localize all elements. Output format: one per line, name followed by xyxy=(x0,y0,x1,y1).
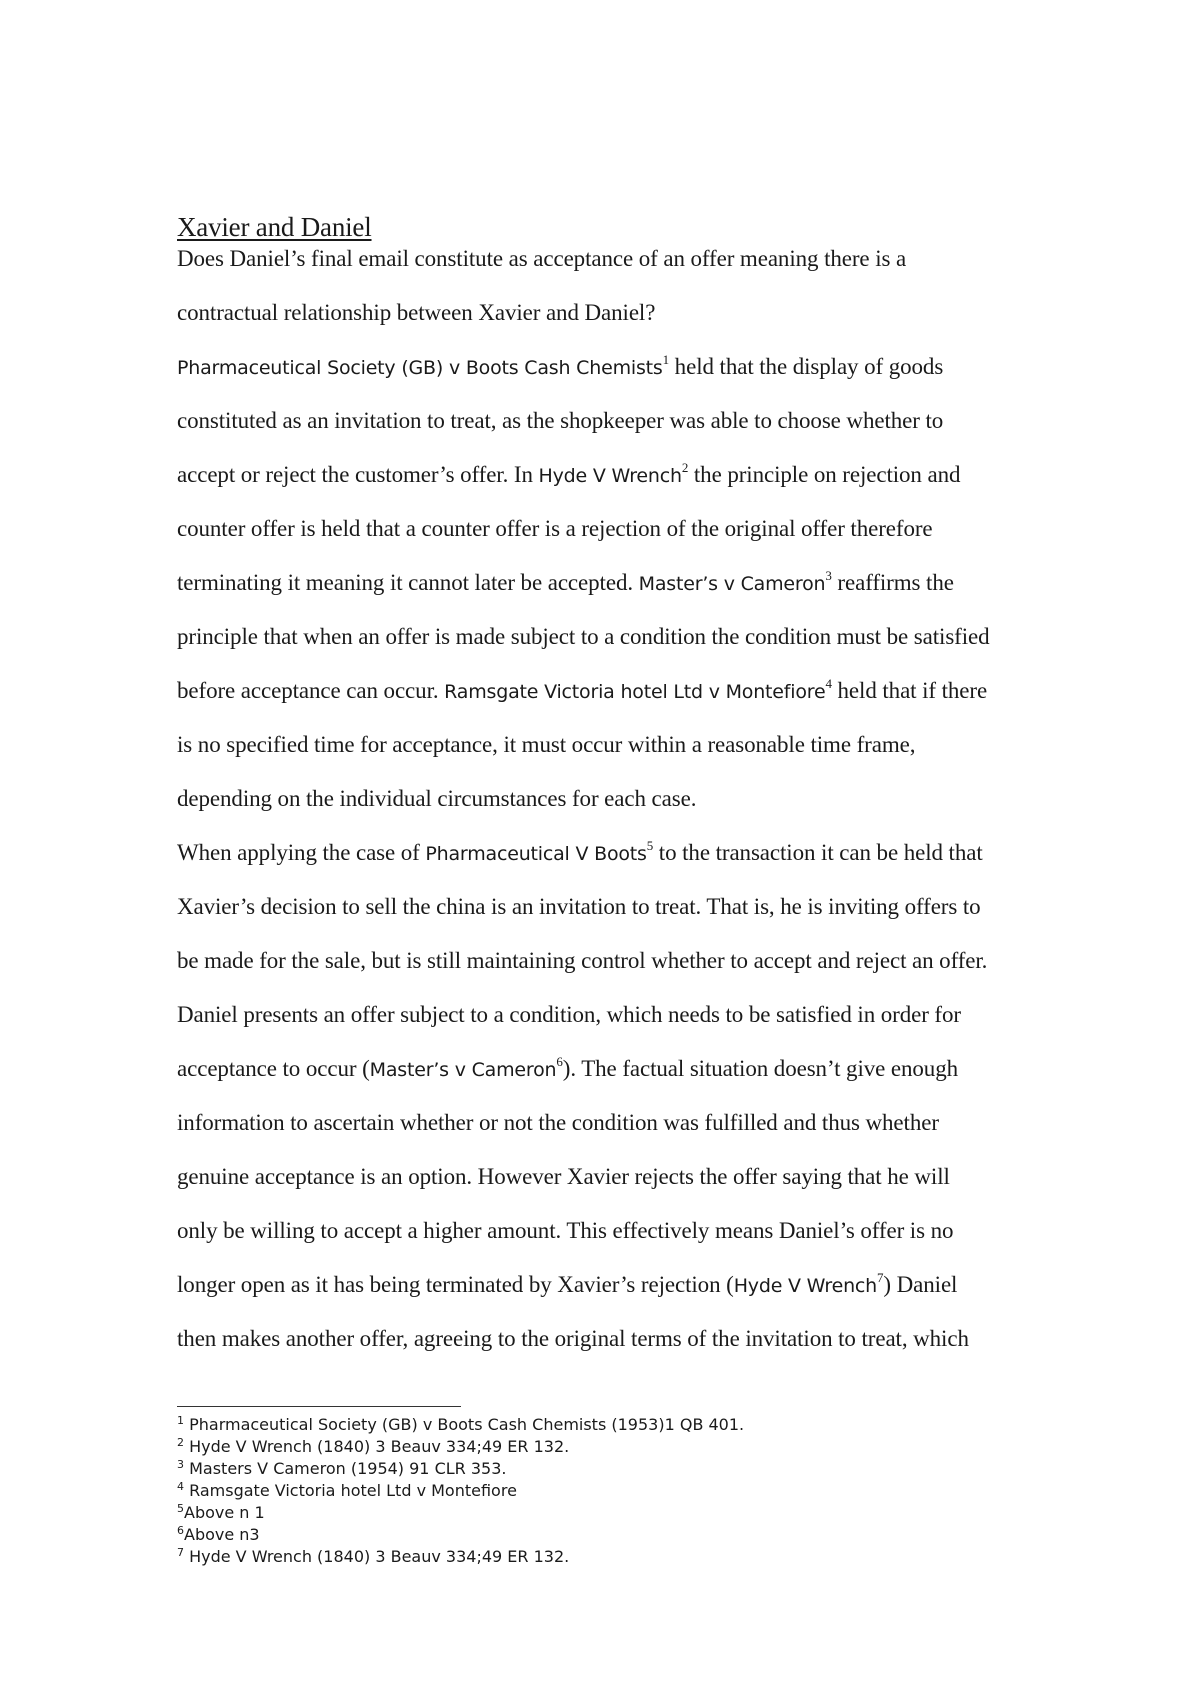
document-title: Xavier and Daniel xyxy=(177,212,372,242)
footnote-number: 7 xyxy=(177,1546,184,1559)
footnote-number: 4 xyxy=(177,1480,184,1493)
body-text: acceptance to occur ( xyxy=(177,1056,370,1081)
body-line: only be willing to accept a higher amount. This effectively means Daniel’s offer is no xyxy=(177,1218,954,1243)
body-text: reaffirms the xyxy=(831,570,954,595)
footnote xyxy=(177,1415,744,1434)
body-text: accept or reject the customer’s offer. In xyxy=(177,462,539,487)
footnote-text: Above n3 xyxy=(184,1525,260,1544)
body-text: longer open as it has being terminated by Xavier’s rejection ( xyxy=(177,1272,734,1297)
footnote-text: Hyde V Wrench (1840) 3 Beauv 334;49 ER 132. xyxy=(189,1547,570,1566)
body-line xyxy=(177,570,954,596)
footnote-number: 6 xyxy=(177,1524,184,1537)
case-citation: Pharmaceutical V Boots xyxy=(425,843,647,865)
body-text: ). The factual situation doesn’t give enough xyxy=(562,1056,959,1081)
footnote-text: Pharmaceutical Society (GB) v Boots Cash Chemists (1953)1 QB 401. xyxy=(189,1415,745,1434)
footnote-number: 3 xyxy=(177,1458,184,1471)
footnote xyxy=(177,1547,569,1566)
footnote xyxy=(177,1503,265,1522)
body-line: Does Daniel’s final email constitute as acceptance of an offer meaning there is a xyxy=(177,246,907,271)
footnote-text: Above n 1 xyxy=(184,1503,265,1522)
body-line xyxy=(177,354,943,380)
footnote xyxy=(177,1481,517,1500)
case-citation: Hyde V Wrench xyxy=(538,465,682,487)
footnote-number: 5 xyxy=(177,1502,184,1515)
body-line xyxy=(177,1272,957,1298)
body-text: the principle on rejection and xyxy=(688,462,961,487)
footnote-text: Ramsgate Victoria hotel Ltd v Montefiore xyxy=(189,1481,517,1500)
footnote-separator xyxy=(177,1406,461,1407)
footnote xyxy=(177,1525,260,1544)
body-line xyxy=(177,678,987,704)
footnote-number: 1 xyxy=(177,1414,184,1427)
case-citation: Master’s v Cameron xyxy=(638,573,826,595)
body-line: genuine acceptance is an option. However Xavier rejects the offer saying that he will xyxy=(177,1164,950,1189)
body-line: Xavier’s decision to sell the china is an invitation to treat. That is, he is inviting offers to xyxy=(177,894,981,919)
body-text: When applying the case of xyxy=(177,840,426,865)
footnote-ref: 4 xyxy=(825,676,832,691)
case-citation: Master’s v Cameron xyxy=(369,1059,557,1081)
case-citation: Pharmaceutical Society (GB) v Boots Cash Chemists xyxy=(177,357,663,379)
body-text: held that the display of goods xyxy=(669,354,944,379)
body-text: before acceptance can occur. xyxy=(177,678,445,703)
body-text: ) Daniel xyxy=(883,1272,958,1297)
footnote xyxy=(177,1459,506,1478)
case-citation: Hyde V Wrench xyxy=(733,1275,878,1297)
body-line: counter offer is held that a counter offer is a rejection of the original offer therefore xyxy=(177,516,933,541)
footnote-ref: 1 xyxy=(662,352,670,367)
body-line: Daniel presents an offer subject to a condition, which needs to be satisfied in order for xyxy=(177,1002,961,1027)
body-line: is no specified time for acceptance, it must occur within a reasonable time frame, xyxy=(177,732,916,757)
body-line: information to ascertain whether or not the condition was fulfilled and thus whether xyxy=(177,1110,939,1135)
body-text: terminating it meaning it cannot later be accepted. xyxy=(177,570,639,595)
footnote-ref: 3 xyxy=(825,568,832,583)
footnote xyxy=(177,1437,569,1456)
body-text: held that if there xyxy=(831,678,988,703)
body-line xyxy=(177,1056,958,1082)
body-line: principle that when an offer is made subject to a condition the condition must be satisfied xyxy=(177,624,990,649)
body-line: be made for the sale, but is still maintaining control whether to accept and reject an offer. xyxy=(177,948,988,973)
footnote-text: Masters V Cameron (1954) 91 CLR 353. xyxy=(189,1459,507,1478)
footnote-ref: 6 xyxy=(556,1054,563,1069)
footnote-ref: 2 xyxy=(681,460,689,475)
footnote-ref: 7 xyxy=(877,1270,884,1285)
body-line: then makes another offer, agreeing to the original terms of the invitation to treat, which xyxy=(177,1326,969,1351)
footnote-number: 2 xyxy=(177,1436,184,1449)
footnote-text: Hyde V Wrench (1840) 3 Beauv 334;49 ER 132. xyxy=(189,1437,570,1456)
body-line: constituted as an invitation to treat, as the shopkeeper was able to choose whether to xyxy=(177,408,944,433)
case-citation: Ramsgate Victoria hotel Ltd v Montefiore xyxy=(444,681,826,703)
body-line: depending on the individual circumstances for each case. xyxy=(177,786,697,811)
body-line xyxy=(177,462,960,488)
footnote-ref: 5 xyxy=(646,838,654,853)
body-line xyxy=(177,840,983,866)
body-text: to the transaction it can be held that xyxy=(653,840,983,865)
body-line: contractual relationship between Xavier and Daniel? xyxy=(177,300,656,325)
